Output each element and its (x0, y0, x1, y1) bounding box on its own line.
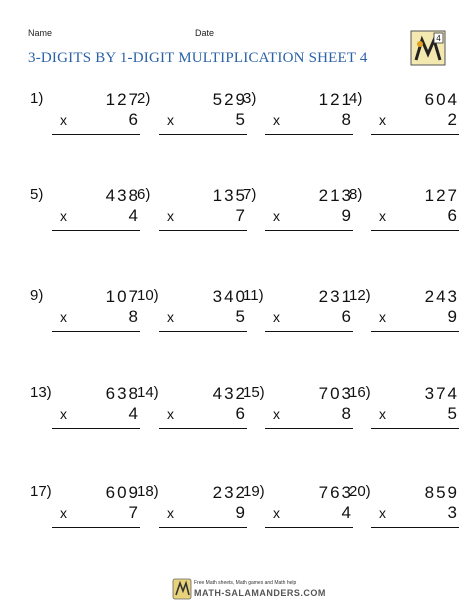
multiply-sign: x (379, 406, 386, 422)
answer-line (371, 331, 459, 332)
problem-13 (30, 384, 140, 444)
problem-11 (243, 287, 353, 347)
multiplier: 5 (447, 404, 459, 423)
logo-badge: 4 (436, 34, 441, 43)
multiplier: 4 (341, 503, 353, 522)
answer-line (265, 331, 353, 332)
multiplier: 6 (341, 307, 353, 326)
answer-line (52, 527, 140, 528)
answer-line (371, 527, 459, 528)
problem-number: 9) (30, 287, 44, 304)
answer-line (371, 230, 459, 231)
multiplier: 6 (235, 404, 247, 423)
answer-line (265, 428, 353, 429)
math-salamanders-logo-icon (410, 30, 446, 66)
answer-line (265, 134, 353, 135)
top-number: 213 (318, 186, 353, 205)
answer-line (159, 527, 247, 528)
problem-1 (30, 90, 140, 150)
problem-number: 20) (349, 483, 371, 500)
multiplier: 6 (128, 110, 140, 129)
problem-number: 1) (30, 90, 44, 107)
problem-12 (349, 287, 459, 347)
problem-5 (30, 186, 140, 246)
multiply-sign: x (273, 406, 280, 422)
multiply-sign: x (379, 208, 386, 224)
answer-line (52, 428, 140, 429)
multiplier: 9 (235, 503, 247, 522)
problem-number: 13) (30, 384, 52, 401)
top-number: 127 (105, 90, 140, 109)
problem-number: 19) (243, 483, 265, 500)
multiply-sign: x (60, 112, 67, 128)
multiplier: 8 (341, 404, 353, 423)
multiplier: 4 (128, 404, 140, 423)
top-number: 703 (318, 384, 353, 403)
problem-number: 18) (137, 483, 159, 500)
top-number: 529 (212, 90, 247, 109)
top-number: 127 (424, 186, 459, 205)
problem-18 (137, 483, 247, 543)
multiply-sign: x (379, 309, 386, 325)
answer-line (159, 230, 247, 231)
problem-number: 6) (137, 186, 151, 203)
top-number: 340 (212, 287, 247, 306)
problem-number: 11) (243, 287, 264, 304)
multiplier: 7 (128, 503, 140, 522)
multiply-sign: x (273, 309, 280, 325)
multiplier: 8 (341, 110, 353, 129)
problem-number: 14) (137, 384, 159, 401)
answer-line (371, 134, 459, 135)
problem-3 (243, 90, 353, 150)
problem-14 (137, 384, 247, 444)
answer-line (52, 331, 140, 332)
top-number: 121 (318, 90, 353, 109)
top-number: 859 (424, 483, 459, 502)
top-number: 609 (105, 483, 140, 502)
problem-number: 5) (30, 186, 44, 203)
problem-19 (243, 483, 353, 543)
top-number: 135 (212, 186, 247, 205)
answer-line (371, 428, 459, 429)
problem-number: 7) (243, 186, 257, 203)
problem-20 (349, 483, 459, 543)
multiplier: 4 (128, 206, 140, 225)
multiplier: 8 (128, 307, 140, 326)
date-label: Date (195, 28, 215, 38)
top-number: 763 (318, 483, 353, 502)
worksheet-title: 3-DIGITS BY 1-DIGIT MULTIPLICATION SHEET 4 (28, 50, 368, 66)
problem-number: 10) (137, 287, 159, 304)
top-number: 107 (105, 287, 140, 306)
top-number: 232 (212, 483, 247, 502)
footer-site: MATH-SALAMANDERS.COM (194, 588, 326, 598)
problem-16 (349, 384, 459, 444)
problem-number: 3) (243, 90, 257, 107)
problem-4 (349, 90, 459, 150)
multiply-sign: x (273, 505, 280, 521)
top-number: 432 (212, 384, 247, 403)
name-label: Name (28, 28, 53, 38)
multiplier: 9 (447, 307, 459, 326)
top-number: 243 (424, 287, 459, 306)
top-number: 231 (318, 287, 353, 306)
problem-number: 2) (137, 90, 151, 107)
problem-15 (243, 384, 353, 444)
problem-number: 15) (243, 384, 265, 401)
answer-line (265, 527, 353, 528)
multiply-sign: x (60, 309, 67, 325)
salamander-icon (172, 577, 192, 601)
problem-number: 16) (349, 384, 371, 401)
problem-number: 12) (349, 287, 371, 304)
multiplier: 5 (235, 307, 247, 326)
multiplier: 5 (235, 110, 247, 129)
multiply-sign: x (167, 505, 174, 521)
multiply-sign: x (60, 208, 67, 224)
multiply-sign: x (60, 505, 67, 521)
multiplier: 3 (447, 503, 459, 522)
multiply-sign: x (273, 112, 280, 128)
multiply-sign: x (167, 406, 174, 422)
problem-9 (30, 287, 140, 347)
multiplier: 2 (447, 110, 459, 129)
multiply-sign: x (273, 208, 280, 224)
multiply-sign: x (167, 112, 174, 128)
answer-line (52, 230, 140, 231)
answer-line (265, 230, 353, 231)
top-number: 638 (105, 384, 140, 403)
problem-7 (243, 186, 353, 246)
answer-line (159, 331, 247, 332)
problem-10 (137, 287, 247, 347)
problem-number: 4) (349, 90, 363, 107)
multiply-sign: x (60, 406, 67, 422)
multiply-sign: x (167, 208, 174, 224)
footer (172, 575, 326, 605)
multiply-sign: x (379, 112, 386, 128)
top-number: 374 (424, 384, 459, 403)
multiplier: 9 (341, 206, 353, 225)
top-number: 604 (424, 90, 459, 109)
answer-line (159, 428, 247, 429)
problem-number: 8) (349, 186, 363, 203)
problem-number: 17) (30, 483, 52, 500)
footer-tagline: Free Math sheets, Math games and Math help (194, 580, 297, 586)
problem-6 (137, 186, 247, 246)
multiplier: 7 (235, 206, 247, 225)
top-number: 438 (105, 186, 140, 205)
multiply-sign: x (379, 505, 386, 521)
problem-8 (349, 186, 459, 246)
answer-line (159, 134, 247, 135)
problem-2 (137, 90, 247, 150)
answer-line (52, 134, 140, 135)
multiplier: 6 (447, 206, 459, 225)
multiply-sign: x (167, 309, 174, 325)
problem-17 (30, 483, 140, 543)
